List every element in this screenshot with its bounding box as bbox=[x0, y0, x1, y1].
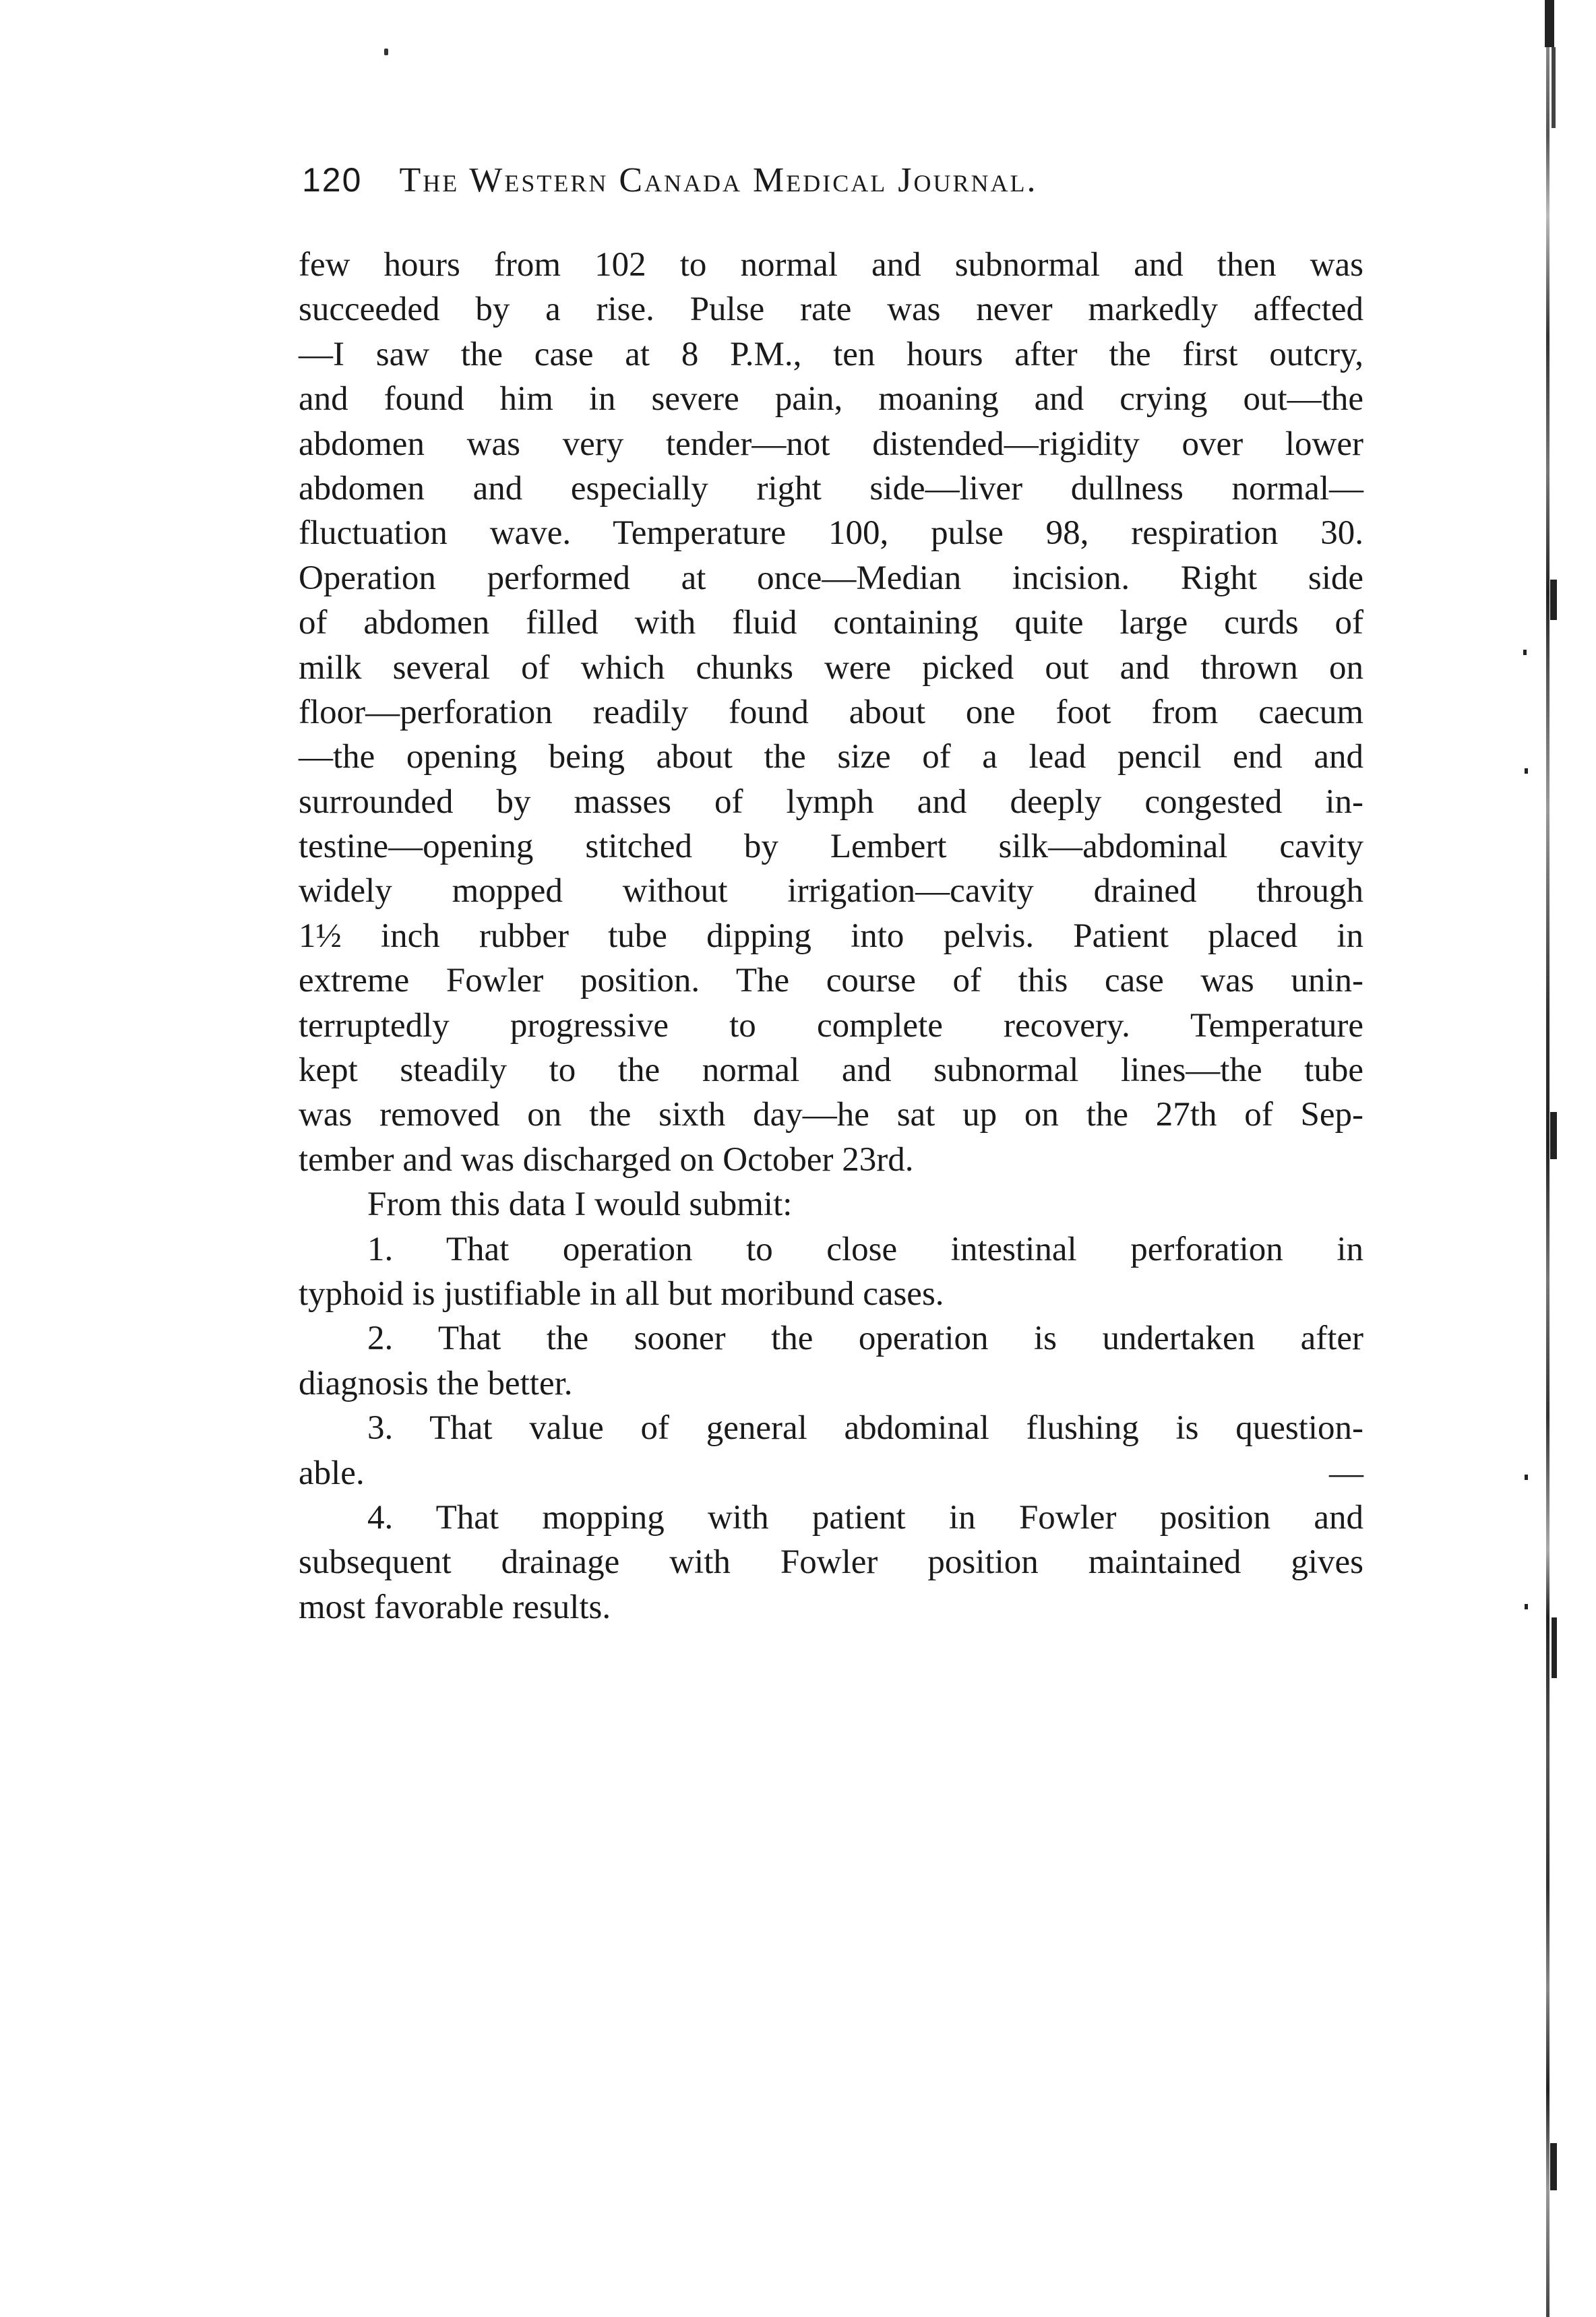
text-line: succeeded by a rise. Pulse rate was never markedly affected bbox=[299, 290, 1363, 329]
text-line: terruptedly progressive to complete recovery. Temperature bbox=[299, 1006, 1363, 1045]
text-line: 1½ inch rubber tube dipping into pelvis. Patient placed in bbox=[299, 917, 1363, 955]
edge-mark bbox=[1550, 2143, 1557, 2190]
text-line: Operation performed at once—Median incision. Right side bbox=[299, 559, 1363, 597]
edge-mark bbox=[1525, 1604, 1528, 1609]
edge-mark bbox=[1525, 1475, 1528, 1480]
text-line: widely mopped without irrigation—cavity drained through bbox=[299, 872, 1363, 910]
list-item-3-end: able. bbox=[299, 1454, 365, 1492]
stray-dash: — bbox=[1329, 1454, 1363, 1492]
list-item-3-line bbox=[299, 1451, 1363, 1495]
text-line: abdomen was very tender—not distended—rigidity over lower bbox=[299, 425, 1363, 463]
edge-mark bbox=[1550, 1112, 1557, 1159]
binding-edge bbox=[1542, 0, 1596, 2317]
text-line: and found him in severe pain, moaning and crying out—the bbox=[299, 380, 1363, 419]
text-line: of abdomen filled with fluid containing quite large curds of bbox=[299, 604, 1363, 642]
edge-mark bbox=[1552, 47, 1556, 128]
text-line: few hours from 102 to normal and subnormal and then was bbox=[299, 246, 1363, 284]
text-line: floor—perforation readily found about one foot from caecum bbox=[299, 693, 1363, 731]
binding-edge-line bbox=[1546, 0, 1549, 2317]
edge-mark bbox=[1552, 1617, 1557, 1678]
list-item-1-line: 1. That operation to close intestinal perforation in bbox=[367, 1230, 1363, 1268]
text-line: fluctuation wave. Temperature 100, pulse 98, respiration 30. bbox=[299, 514, 1363, 553]
journal-title: The Western Canada Medical Journal. bbox=[399, 161, 1038, 199]
edge-mark bbox=[1525, 768, 1528, 774]
text-line: milk several of which chunks were picked out and thrown on bbox=[299, 648, 1363, 687]
running-header bbox=[302, 160, 1367, 208]
scan-speck bbox=[384, 49, 388, 55]
text-line: was removed on the sixth day—he sat up on the 27th of Sep- bbox=[299, 1096, 1363, 1134]
list-item-2-line: 2. That the sooner the operation is undertaken after bbox=[367, 1320, 1363, 1358]
edge-mark bbox=[1523, 650, 1527, 655]
page-number: 120 bbox=[302, 161, 363, 199]
list-item-3-line: 3. That value of general abdominal flushing is question- bbox=[367, 1409, 1363, 1448]
text-line: testine—opening stitched by Lembert silk—abdominal cavity bbox=[299, 828, 1363, 866]
list-item-4-line: 4. That mopping with patient in Fowler position and bbox=[367, 1498, 1363, 1537]
text-line: kept steadily to the normal and subnormal lines—the tube bbox=[299, 1051, 1363, 1090]
text-line: tember and was discharged on October 23rd. bbox=[299, 1140, 914, 1179]
text-line: —the opening being about the size of a lead pencil end and bbox=[299, 738, 1363, 776]
list-item-4-line: most favorable results. bbox=[299, 1588, 611, 1626]
text-line: abdomen and especially right side—liver dullness normal— bbox=[299, 469, 1363, 507]
text-line: —I saw the case at 8 P.M., ten hours after the first outcry, bbox=[299, 335, 1363, 373]
text-line: surrounded by masses of lymph and deeply congested in- bbox=[299, 782, 1363, 821]
list-item-4-line: subsequent drainage with Fowler position maintained gives bbox=[299, 1543, 1363, 1582]
submit-intro: From this data I would submit: bbox=[367, 1185, 793, 1224]
list-item-1-line: typhoid is justifiable in all but moribund cases. bbox=[299, 1274, 944, 1313]
article-body bbox=[299, 243, 1363, 1630]
text-line: extreme Fowler position. The course of this case was unin- bbox=[299, 962, 1363, 1000]
edge-mark bbox=[1550, 580, 1557, 620]
list-item-2-line: diagnosis the better. bbox=[299, 1364, 573, 1402]
edge-mark bbox=[1545, 0, 1554, 47]
